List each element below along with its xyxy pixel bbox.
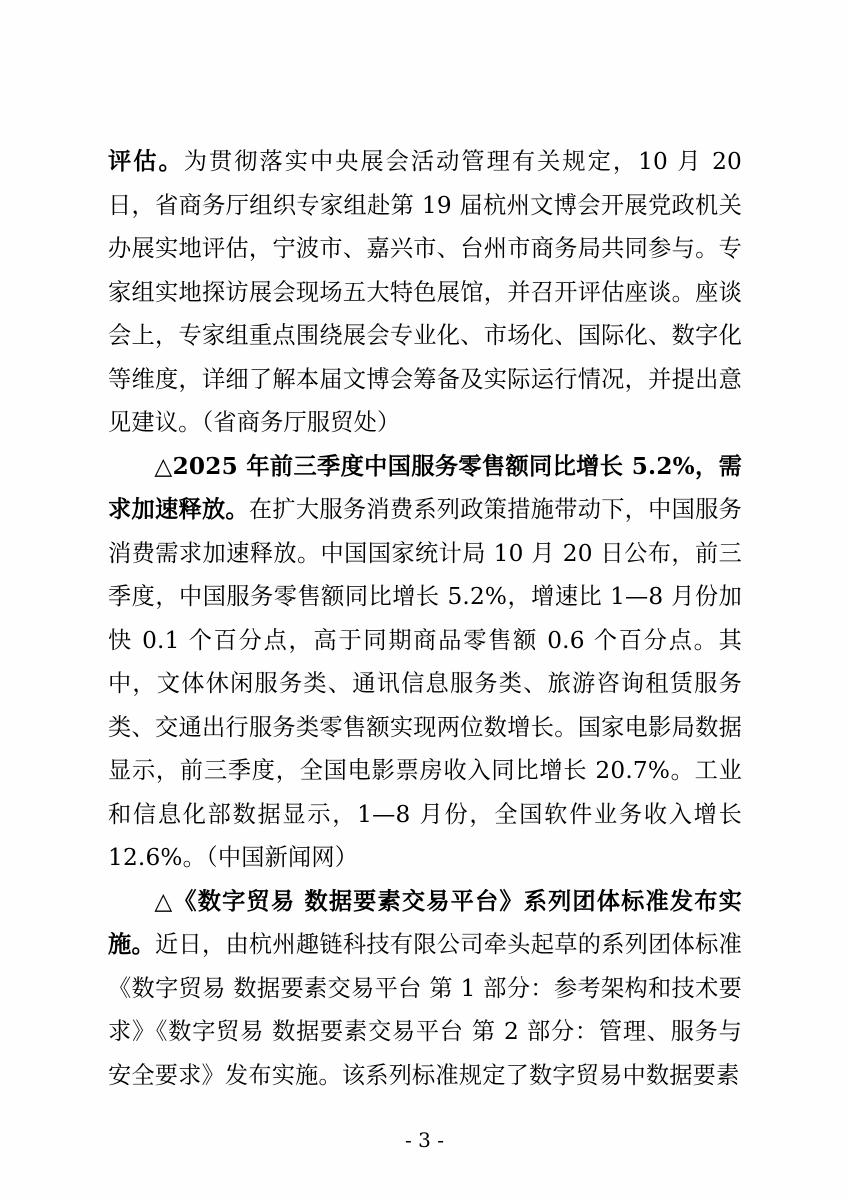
paragraph-lead: △2025 年前三季度中国服务零售额同比增长 5.2%，需求加速释放。 xyxy=(108,452,742,523)
document-body xyxy=(108,140,742,1097)
paragraph-service-retail xyxy=(108,445,742,880)
paragraph-text: 为贯彻落实中央展会活动管理有关规定，10 月 20 日，省商务厅组织专家组赴第 19 届杭州文博会开展党政机关办展实地评估，宁波市、嘉兴市、台州市商务局共同参与。专家组实地探访展会现场五大特色展馆，并召开评估座谈。座谈会上，专家组重点围绕展会专业化、市场化、国际化、数字化等维度，详细了解本届文博会筹备及实际运行情况，并提出意见建议。（省商务厅服贸处） xyxy=(108,148,742,436)
paragraph-text: 在扩大服务消费系列政策措施带动下，中国服务消费需求加速释放。中国国家统计局 10 月 20 日公布，前三季度，中国服务零售额同比增长 5.2%，增速比 1—8 月份加快 0.1 个百分点，高于同期商品零售额 0.6 个百分点。其中，文体休闲服务类、通讯信息服务类、旅游咨询租赁服务类、交通出行服务类零售额实现两位数增长。国家电影局数据显示，前三季度，全国电影票房收入同比增长 20.7%。工业和信息化部数据显示，1—8 月份，全国软件业务收入增长 12.6%。（中国新闻网） xyxy=(108,496,743,871)
paragraph-lead: △《数字贸易 数据要素交易平台》系列团体标准发布实施。 xyxy=(108,887,742,958)
page-number: - 3 - xyxy=(405,1128,444,1152)
paragraph-digital-trade-standard xyxy=(108,880,742,1098)
paragraph-evaluation xyxy=(108,140,742,445)
paragraph-lead: 评估。 xyxy=(108,148,184,175)
paragraph-text: 近日，由杭州趣链科技有限公司牵头起草的系列团体标准《数字贸易 数据要素交易平台 第 1 部分：参考架构和技术要求》《数字贸易 数据要素交易平台 第 2 部分：管理、服务与安全要求》发布实施。该系列标准规定了数字贸易中数据要素 xyxy=(108,931,743,1089)
